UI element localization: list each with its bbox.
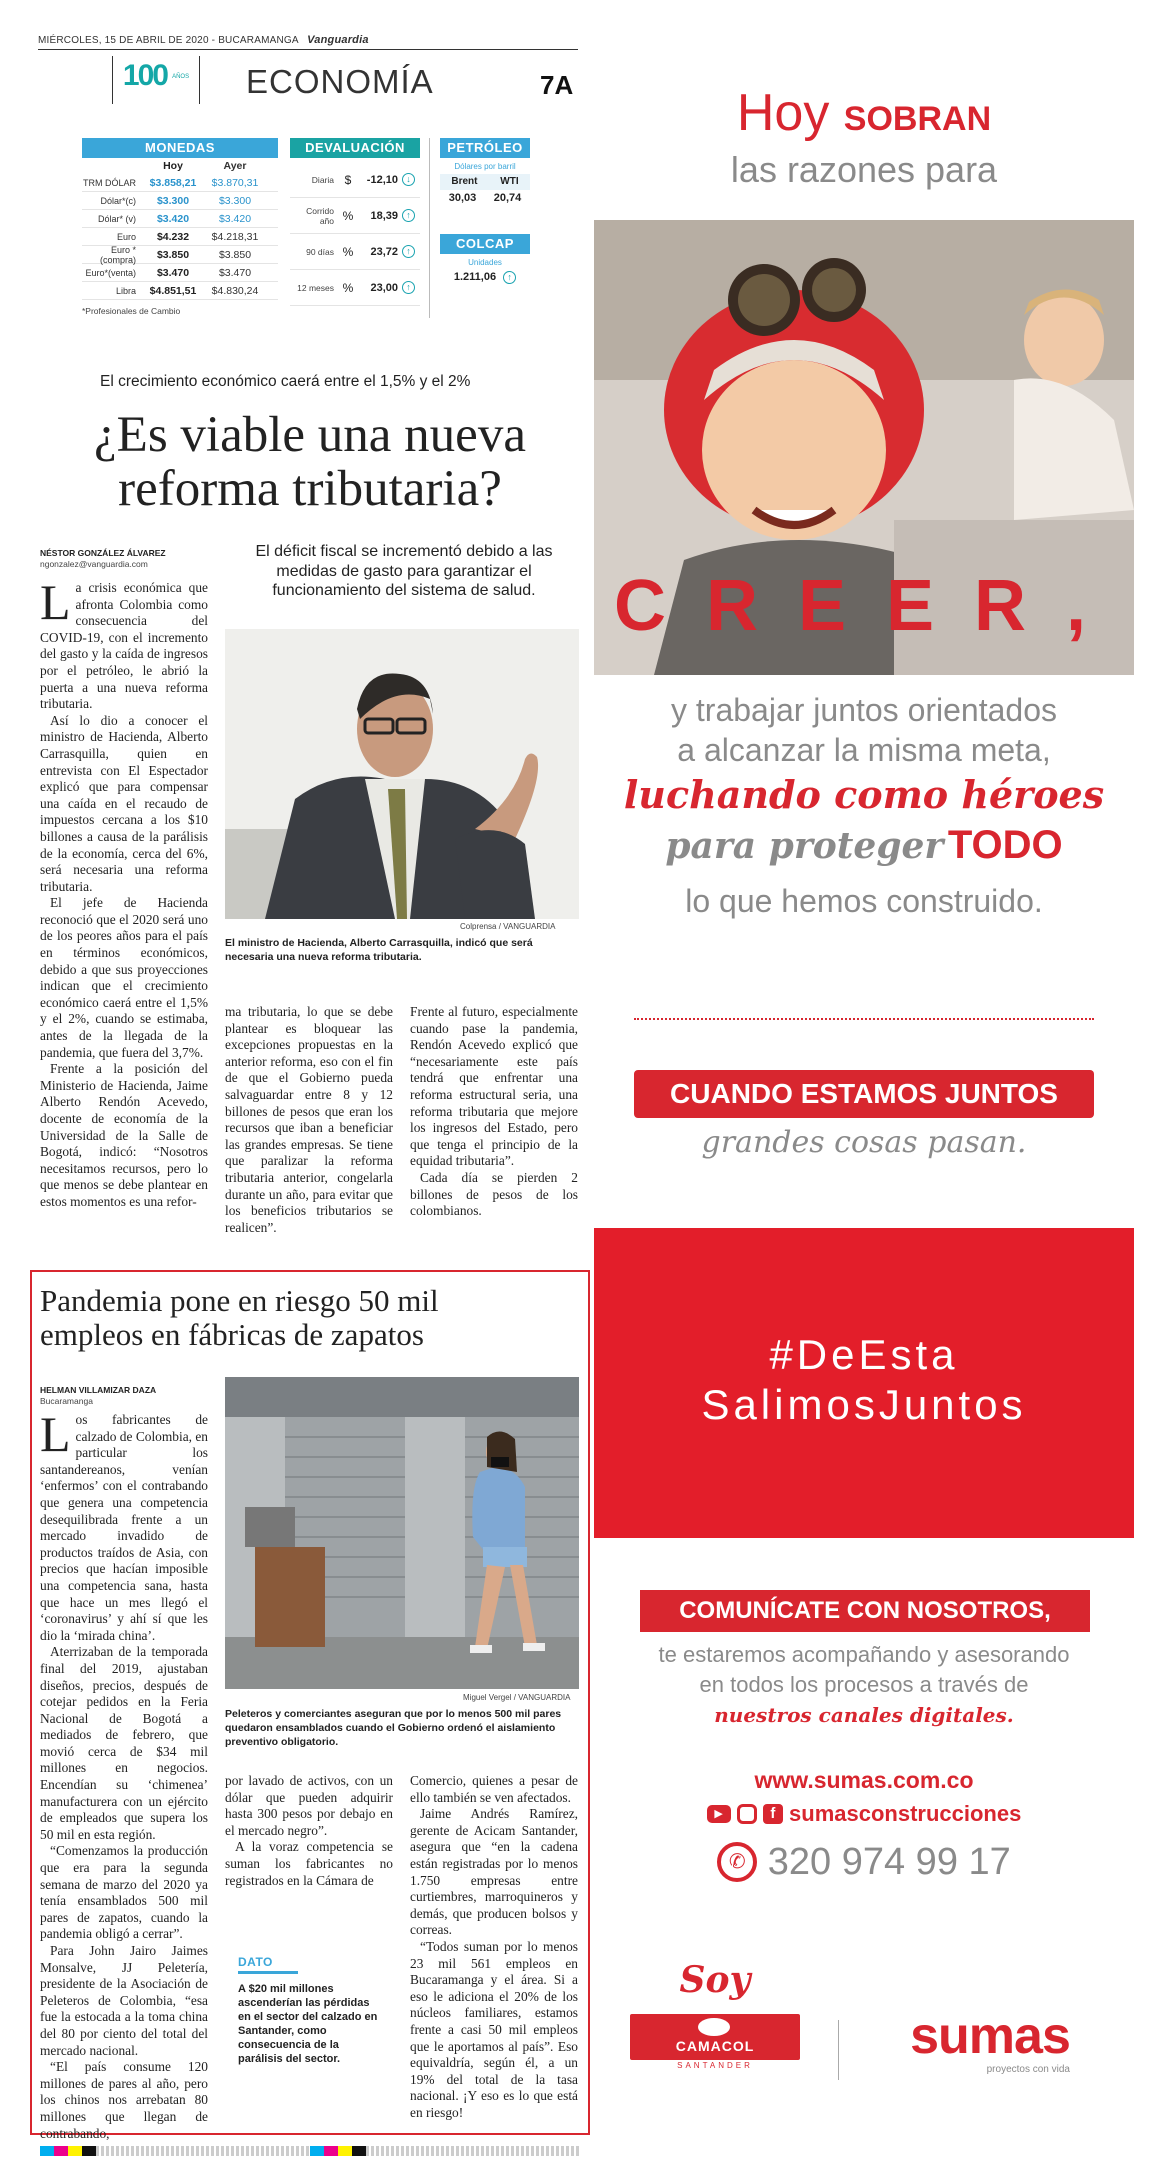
petroleo-labels <box>440 174 530 190</box>
ad-c1: te estaremos acompañando y asesorando <box>658 1642 1070 1667</box>
ad-l1: y trabajar juntos orientados <box>671 692 1057 728</box>
arrow-up-icon: ↑ <box>402 245 415 258</box>
ad-soy: Soy <box>679 1959 751 2001</box>
devaluacion-row <box>290 234 420 270</box>
ad-hashtag2: SalimosJuntos <box>701 1381 1027 1428</box>
arrow-up-icon: ↑ <box>402 209 415 222</box>
logo-100 <box>112 56 200 104</box>
monedas-row <box>82 264 278 282</box>
logo-number: 100 <box>122 59 167 92</box>
currency-label: TRM DÓLAR <box>82 177 136 188</box>
dev-label: 12 meses <box>297 282 334 293</box>
currency-today: $3.300 <box>156 194 190 207</box>
monedas-table <box>82 138 278 316</box>
monedas-row <box>82 228 278 246</box>
article2-photo-credit: Miguel Vergel / VANGUARDIA <box>463 1693 571 1702</box>
currency-yesterday: $3.420 <box>218 212 252 225</box>
devaluacion-row <box>290 198 420 234</box>
col-hoy: Hoy <box>163 160 183 172</box>
ad-dotted-rule <box>634 1018 1094 1020</box>
street-photo <box>225 1377 579 1689</box>
article1-title <box>40 408 580 516</box>
currency-today: $4.851,51 <box>149 284 197 297</box>
dev-label: Corrido año <box>306 205 334 226</box>
dev-label: Diaria <box>311 174 334 185</box>
dev-value: 23,00 <box>370 281 398 294</box>
petroleo-box <box>440 138 530 284</box>
ad-contact-text <box>594 1640 1134 1730</box>
currency-label: Euro <box>116 231 136 242</box>
sumas-brand: sumas <box>910 2007 1070 2065</box>
ad-l3: luchando como héroes <box>623 772 1105 817</box>
monedas-row <box>82 246 278 264</box>
monedas-col-headers <box>82 158 278 174</box>
article1-col1-p3: El jefe de Hacienda reconoció que el 2020 será uno de los peores años para el país en términos económicos, debido a que sus proyecciones indican que el crecimiento económico caerá entre el 1,5% y el 2%, cuando se estimaba, antes de la llegada de la pandemia, que fuera del 3,7%. <box>40 895 208 1060</box>
monedas-row <box>82 174 278 192</box>
article1-title-line1: ¿Es viable una nueva <box>94 407 526 463</box>
ad-l5: lo que hemos construido. <box>685 883 1043 919</box>
ad-social[interactable]: sumasconstrucciones <box>789 1801 1022 1827</box>
youtube-icon[interactable]: ▶ <box>707 1805 731 1823</box>
ad-line2: las razones para <box>730 149 998 190</box>
minister-photo <box>225 629 579 919</box>
currency-today: $3.420 <box>156 212 190 225</box>
article2-col1-p3: “Comenzamos la producción que era para la segunda semana de marzo del 2020 ya tenía ensamblados 500 mil pares de zapatos, cuando la pandemia obligó a cerrar”. <box>40 1843 208 1942</box>
sumas-logo <box>880 2008 1100 2075</box>
paper-name: Vanguardia <box>307 34 369 46</box>
currency-label: Dólar*(c) <box>100 195 136 206</box>
dev-value: -12,10 <box>366 173 398 186</box>
currency-label: Euro*(venta) <box>85 267 136 278</box>
ad-social-row <box>594 1800 1134 1827</box>
ad-banner: CUANDO ESTAMOS JUNTOS <box>634 1070 1094 1118</box>
colcap-header: COLCAP <box>440 234 530 254</box>
article1-col3 <box>410 1004 578 1220</box>
ad-sobran: SOBRAN <box>843 100 992 138</box>
article1-caption: El ministro de Hacienda, Alberto Carrasquilla, indicó que será necesaria una nueva reforma tributaria. <box>225 937 533 963</box>
dev-label: 90 días <box>306 246 334 257</box>
instagram-icon[interactable] <box>737 1804 757 1824</box>
article1-author: NÉSTOR GONZÁLEZ ÁLVAREZ <box>40 548 166 558</box>
currency-yesterday: $3.300 <box>218 194 252 207</box>
devaluacion-row <box>290 162 420 198</box>
street-photo-svg <box>225 1377 579 1689</box>
article1-col1-p2: Así lo dio a conocer el ministro de Hacienda, Alberto Carrasquilla, quien en entrevista con El Espectador explicó que para compensar una caída en el recaudo de impuestos cercana a los $10 billones a causa de la parálisis de la economía, cerca del 6%, será necesaria una reforma tributaria. <box>40 712 208 894</box>
brent-label: Brent <box>451 176 478 187</box>
dato-rule <box>238 1971 298 1974</box>
currency-label: Dólar* (v) <box>97 213 136 224</box>
article2-location: Bucaramanga <box>40 1396 93 1406</box>
article1-col3-p2: Cada día se pierden 2 billones de pesos de los colombianos. <box>410 1169 578 1219</box>
ad-body <box>594 690 1134 923</box>
currency-today: $3.858,21 <box>149 176 197 189</box>
page-number: 7A <box>540 70 574 100</box>
article2-col2-p2: A la voraz competencia se suman los fabricantes no registrados en la Cámara de <box>225 1839 393 1888</box>
petroleo-header: PETRÓLEO <box>440 138 530 158</box>
monedas-rows <box>82 174 278 300</box>
article2-col2 <box>225 1773 393 1889</box>
currency-yesterday: $3.850 <box>218 248 252 261</box>
dev-symbol: $ <box>344 172 352 187</box>
dev-symbol: % <box>342 280 354 295</box>
ad-comunicate: COMUNÍCATE CON NOSOTROS, <box>640 1590 1090 1632</box>
currency-label: Euro *(compra) <box>99 244 136 265</box>
article2-caption: Peleteros y comerciantes aseguran que por lo menos 500 mil pares quedaron ensamblados cuando el Gobierno ordenó el aislamiento preventivo obligatorio. <box>225 1708 562 1748</box>
currency-today: $4.232 <box>156 230 190 243</box>
article1-byline <box>40 548 166 570</box>
colcap-value: 1.211,06 <box>453 271 497 283</box>
ad-l4a: para proteger <box>665 825 944 867</box>
dev-value: 18,39 <box>370 209 398 222</box>
col-ayer: Ayer <box>223 160 247 172</box>
registration-strip <box>40 2146 580 2156</box>
dev-symbol: % <box>342 244 354 259</box>
article1-photo-credit: Colprensa / VANGUARDIA <box>460 922 556 931</box>
ad-hashtag-block <box>594 1228 1134 1538</box>
currency-today: $3.850 <box>156 248 190 261</box>
petroleo-values <box>440 192 530 204</box>
facebook-icon[interactable]: f <box>763 1804 783 1824</box>
arrow-up-icon: ↑ <box>503 271 516 284</box>
monedas-header: MONEDAS <box>82 138 278 158</box>
devaluacion-row <box>290 270 420 306</box>
article2-title <box>40 1284 439 1352</box>
ad-phone-row <box>594 1834 1134 1888</box>
currency-yesterday: $3.470 <box>218 266 252 279</box>
article1-dropcap: L <box>40 574 71 630</box>
monedas-row <box>82 192 278 210</box>
devaluacion-table <box>290 138 420 306</box>
wti-value: 20,74 <box>493 192 522 204</box>
colcap-sub: Unidades <box>468 258 502 267</box>
brent-value: 30,03 <box>448 192 477 204</box>
whatsapp-icon[interactable]: ✆ <box>717 1842 757 1882</box>
article1-email: ngonzalez@vanguardia.com <box>40 559 148 569</box>
article1-paragraph <box>40 574 208 713</box>
ad-grandes: grandes cosas pasan. <box>701 1125 1027 1160</box>
article1-col1 <box>40 574 208 1211</box>
ad-l4b: TODO <box>947 823 1063 867</box>
ad-c2: en todos los procesos a través de <box>699 1672 1029 1697</box>
article2-col3-p3: “Todos suman por lo menos 23 mil 561 empleos en Bucaramanga y el área. Si a eso le adiciona el 20% de los núcleos familiares, estamos frente a casi 50 mil empleos que le aportamos al país”. Eso equivaldría, según él, a un 19% del total de la tasa nacional. ¡Y eso es lo que está en riesgo! <box>410 1938 578 2120</box>
article1-summary: El déficit fiscal se incrementó debido a las medidas de gasto para garantizar el funcionamiento del sistema de salud. <box>255 543 553 599</box>
ad-hoy: Hoy <box>736 84 830 142</box>
petroleo-sub: Dólares por barril <box>454 162 516 171</box>
monedas-footnote: *Profesionales de Cambio <box>82 306 181 316</box>
ad-hashtag1: #DeEsta <box>769 1331 959 1378</box>
currency-today: $3.470 <box>156 266 190 279</box>
article1-col2-p1: ma tributaria, lo que se debe plantear es bloquear las excepciones propuestas en la anterior reforma, eso con el fin de que el Gobierno pueda salvaguardar entre 8 y 12 billones de pesos que eran los recursos que iban a beneficiar las grandes empresas. Se tiene que paralizar la reforma tributaria anterior, congelarla durante un año, para evitar que los beneficios tributarios se realicen”. <box>225 1004 393 1235</box>
article2-byline <box>40 1385 156 1407</box>
ad-photo <box>594 220 1134 675</box>
ad-hoy-line <box>594 84 1134 148</box>
dato-box <box>238 1955 383 2066</box>
article1-col1-p1: a crisis económica que afronta Colombia como consecuencia del COVID-19, con el incremento del gasto y la caída de ingresos por el petróleo, le abrió la puerta a una nueva reforma tributaria. <box>40 580 208 712</box>
sumas-brand-sub: proyectos con vida <box>986 2064 1070 2075</box>
dev-value: 23,72 <box>370 245 398 258</box>
article2-author: HELMAN VILLAMIZAR DAZA <box>40 1385 157 1395</box>
header-rule <box>38 49 578 50</box>
dev-symbol: % <box>342 208 354 223</box>
ad-l2: a alcanzar la misma meta, <box>677 732 1051 768</box>
wti-label: WTI <box>500 176 519 187</box>
dateline-text: MIÉRCOLES, 15 DE ABRIL DE 2020 - BUCARAMANGA <box>38 35 299 46</box>
article1-col3-p1: Frente al futuro, especialmente cuando pase la pandemia, Rendón Acevedo explicó que “necesariamente este país tendrá que enfrentar una reforma estructural seria, una reforma tributaria que mejore los ingresos del Estado, pero que tenga el principio de la equidad tributaria”. <box>410 1004 578 1169</box>
devaluacion-header: DEVALUACIÓN <box>290 138 420 158</box>
camacol-sub: SANTANDER <box>677 2061 753 2070</box>
currency-label: Libra <box>115 285 136 296</box>
currency-yesterday: $4.218,31 <box>211 230 259 243</box>
article1-title-line2: reforma tributaria? <box>118 461 502 517</box>
article1-col1-p4: Frente a la posición del Ministerio de Hacienda, Jaime Alberto Rendón Acevedo, docente de economía de la Universidad de la Salle de Bogotá, indicó: “Nosotros necesitamos recursos, pero lo que menos se debe plantear en estos momentos es una refor- <box>40 1061 208 1209</box>
monedas-row <box>82 210 278 228</box>
monedas-row <box>82 282 278 300</box>
dev-divider <box>429 138 430 318</box>
article2-col3 <box>410 1773 578 2121</box>
ad-creer: C R E E R , <box>614 566 1097 646</box>
ad-web[interactable]: www.sumas.com.co <box>754 1767 974 1793</box>
dato-text: A $20 mil millones ascenderían las pérdidas en el sector del calzado en Santander, como consecuencia de la parálisis del sector. <box>238 1983 378 2065</box>
article2-paragraph <box>40 1406 208 1644</box>
currency-yesterday: $3.870,31 <box>211 176 259 189</box>
article2-col2-p1: por lavado de activos, con un dólar que pueden adquirir hasta 300 pesos por debajo en el mercado negro”. <box>225 1773 393 1838</box>
arrow-down-icon: ↓ <box>402 173 415 186</box>
article2-col3-p2: Jaime Andrés Ramírez, gerente de Acicam Santander, asegura que “en la cadena están registradas por lo menos 1.750 empresas entre curtiembres, marroquineros y demás, que producen bolsos y correas. <box>410 1806 578 1938</box>
camacol-mark-icon <box>698 2018 730 2036</box>
ad-phone[interactable]: 320 974 99 17 <box>767 1840 1011 1883</box>
article2-dropcap: L <box>40 1406 71 1462</box>
ad-soy-camacol <box>630 1960 800 2070</box>
colcap-value-row <box>440 271 530 284</box>
article1-col2 <box>225 1004 393 1236</box>
logo-sub: AÑOS <box>172 74 190 80</box>
ad-l4 <box>594 820 1134 879</box>
article2-col1-p2: Aterrizaban de la temporada final del 2019, ajustaban diseños, precios, después de cotejar pedidos en la Feria Nacional de Bogotá a mediados de febrero, que movió cerca de $34 mil millones en negocios. Encendían su ‘chimenea’ manufacturera con un ejército de empleados que supera los 50 mil en esta región. <box>40 1644 208 1842</box>
currency-yesterday: $4.830,24 <box>211 284 259 297</box>
article2-title-line2: empleos en fábricas de zapatos <box>40 1317 424 1352</box>
ad-headline <box>594 84 1134 192</box>
article2-title-line1: Pandemia pone en riesgo 50 mil <box>40 1283 439 1318</box>
article2-col1 <box>40 1406 208 2142</box>
article1-kicker: El crecimiento económico caerá entre el 1,5% y el 2% <box>100 373 471 390</box>
section-title: ECONOMÍA <box>246 63 434 100</box>
article2-col1-p5: “El país consume 120 millones de pares al año, pero los chinos nos arrebatan 80 millones que llegan de contrabando, <box>40 2059 208 2141</box>
camacol-logo <box>630 2014 800 2060</box>
article2-col3-p1: Comercio, quienes a pesar de ello también se ven afectados. <box>410 1773 578 1805</box>
minister-photo-svg <box>225 629 579 919</box>
devaluacion-rows <box>290 162 420 306</box>
ad-logo-divider <box>838 2020 839 2080</box>
article2-col1-p1: os fabricantes de calzado de Colombia, en particular los santandereanos, venían ‘enfermos’ con el contrabando que genera una competencia desequilibrada frente a un mercado invadido de productos traídos de Asia, con precios que hacían imposible una competencia sana, hasta que hace un mes llegó el ‘coronavirus’ y ahí sí que les dio la ‘mirada china’. <box>40 1412 208 1643</box>
article2-col1-p4: Para John Jairo Jaimes Monsalve, JJ Peletería, presidente de la Asociación de Peleteros de Colombia, “esa fue la estocada a la toma china del 80 por ciento del total del mercado nacional. <box>40 1943 208 2058</box>
camacol-text: CAMACOL <box>675 2038 755 2054</box>
ad-c3: nuestros canales digitales. <box>714 1703 1014 1727</box>
arrow-up-icon: ↑ <box>402 281 415 294</box>
dateline <box>38 34 369 46</box>
dato-label: DATO <box>238 1955 273 1969</box>
